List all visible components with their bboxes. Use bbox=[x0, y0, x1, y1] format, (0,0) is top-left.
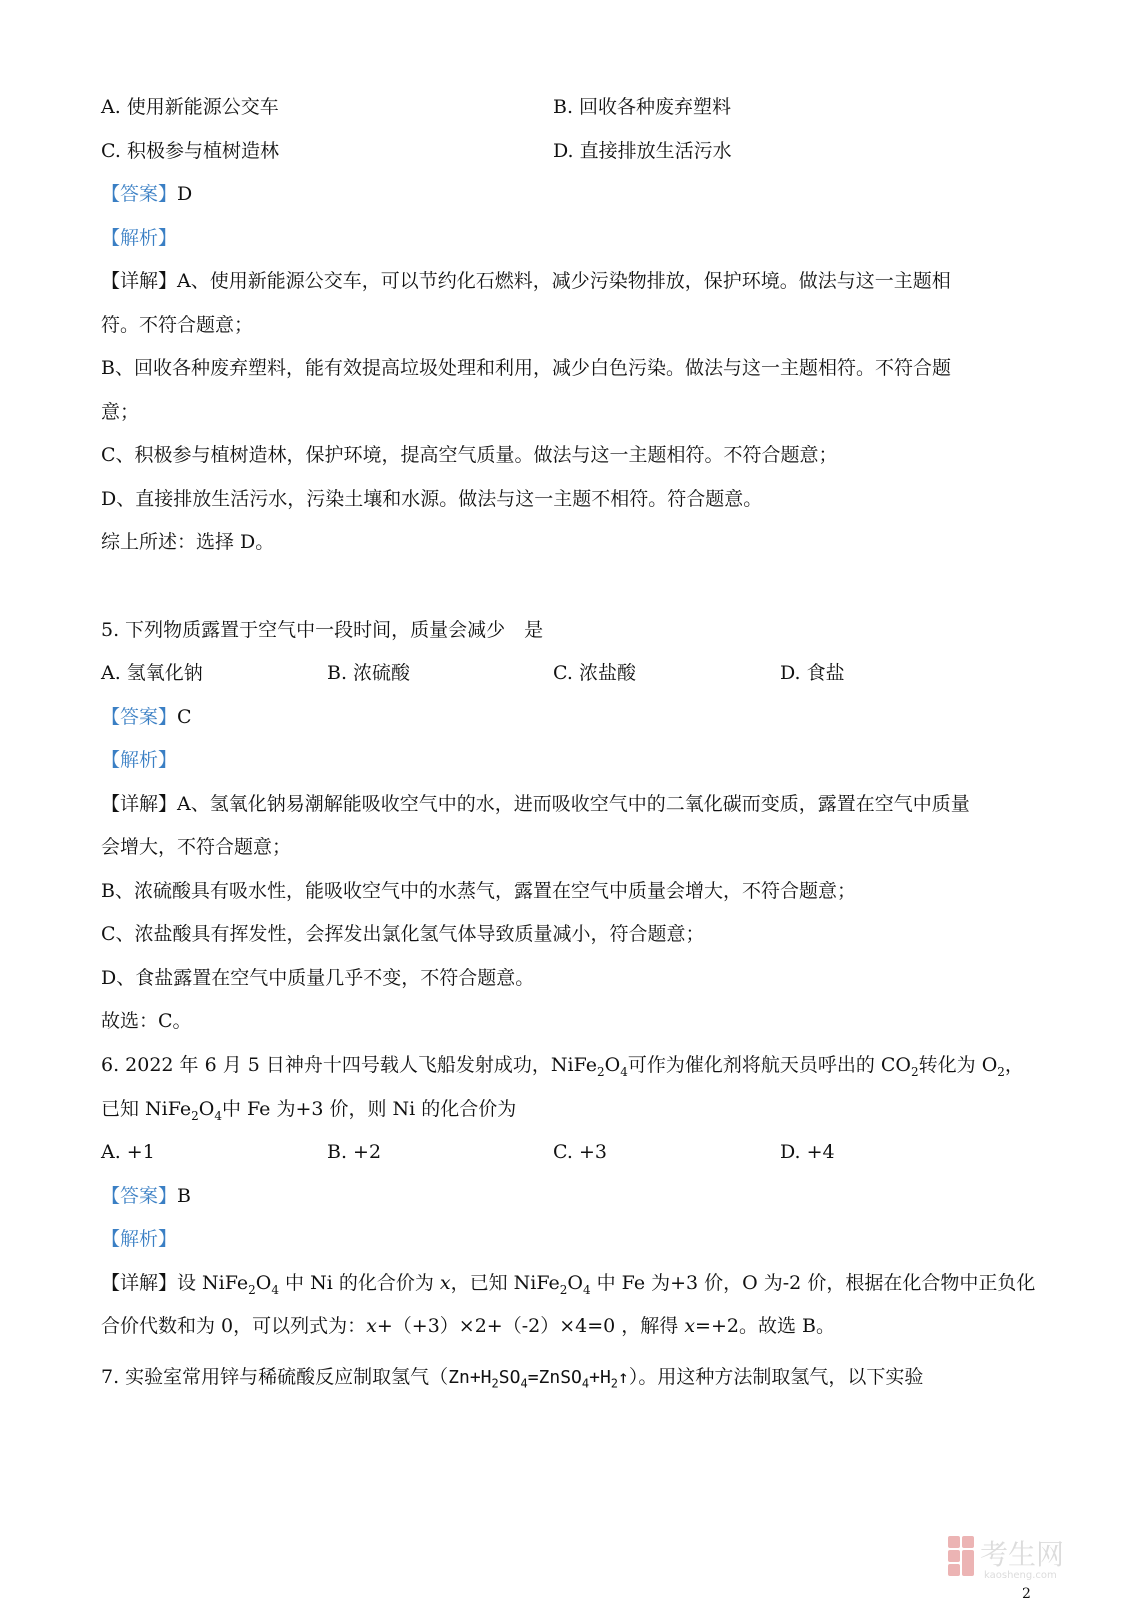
q5-option-c: C. 浓盐酸 bbox=[553, 662, 636, 684]
q4-detail-line: B、回收各种废弃塑料，能有效提高垃圾处理和利用，减少白色污染。做法与这一主题相符。不符合题 bbox=[101, 357, 951, 379]
q5-detail-line: 会增大，不符合题意； bbox=[101, 836, 292, 858]
q4-detail-line: 符。不符合题意； bbox=[101, 314, 254, 336]
q6-detail-line-1: 【详解】设 $NiFe_2O_4$ 中 Ni 的化合价为 x，已知 $NiFe_2O_4$ 中 Fe 为+3 价，O 为-2 价，根据在化合物中正负化 bbox=[101, 1272, 1036, 1297]
answer-value: B bbox=[177, 1185, 191, 1207]
q7-stem: 7. 实验室常用锌与稀硫酸反应制取氢气$(Zn+H_2SO_4=ZnSO_4+H_2↑)$。用这种方法制取氢气，以下实验 bbox=[101, 1366, 924, 1391]
watermark-text: 考生网 bbox=[980, 1538, 1065, 1571]
q5-detail-line: D、食盐露置在空气中质量几乎不变，不符合题意。 bbox=[101, 967, 535, 989]
q4-summary: 综上所述：选择 D。 bbox=[101, 531, 275, 553]
q5-answer bbox=[101, 704, 192, 730]
q5-detail-line: B、浓硫酸具有吸水性，能吸收空气中的水蒸气，露置在空气中质量会增大，不符合题意； bbox=[101, 880, 856, 902]
q4-option-c: C. 积极参与植树造林 bbox=[101, 140, 279, 162]
answer-value: C bbox=[177, 706, 192, 728]
q6-option-d: D. +4 bbox=[780, 1141, 835, 1163]
answer-tag: 【答案】 bbox=[101, 1185, 178, 1207]
q5-option-d: D. 食盐 bbox=[780, 662, 845, 684]
chemical-equation: $Zn+H_2SO_4=ZnSO_4+H_2↑$ bbox=[448, 1367, 629, 1391]
q6-option-c: C. +3 bbox=[553, 1141, 607, 1163]
q5-option-a: A. 氢氧化钠 bbox=[101, 662, 203, 684]
q4-detail-line: C、积极参与植树造林，保护环境，提高空气质量。做法与这一主题相符。不符合题意； bbox=[101, 444, 838, 466]
watermark-logo bbox=[946, 1532, 1096, 1582]
q6-stem-line-1: 6. 2022 年 6 月 5 日神舟十四号载人飞船发射成功，$NiFe_2O_4$可作为催化剂将航天员呼出的 $CO_2$转化为 $O_2$， bbox=[101, 1054, 1024, 1079]
q5-detail-line: C、浓盐酸具有挥发性，会挥发出氯化氢气体导致质量减小，符合题意； bbox=[101, 923, 705, 945]
q6-stem-line-2: 已知 $NiFe_2O_4$中 Fe 为+3 价，则 Ni 的化合价为 bbox=[101, 1098, 517, 1123]
watermark-url: kaosheng.com bbox=[984, 1570, 1057, 1581]
q5-option-b: B. 浓硫酸 bbox=[327, 662, 411, 684]
page-number: 2 bbox=[1022, 1586, 1031, 1602]
q5-analysis-tag: 【解析】 bbox=[101, 749, 178, 771]
answer-value: D bbox=[177, 183, 193, 205]
q5-stem: 5. 下列物质露置于空气中一段时间，质量会减少 是 bbox=[101, 619, 544, 641]
q6-answer bbox=[101, 1183, 191, 1209]
q6-detail-line-2: 合价代数和为 0，可以列式为：x+（+3）×2+（-2）×4=0 ，解得 x=+2。故选 B。 bbox=[101, 1315, 835, 1337]
q5-summary: 故选：C。 bbox=[101, 1010, 192, 1032]
q6-option-b: B. +2 bbox=[327, 1141, 382, 1163]
q6-option-a: A. +1 bbox=[101, 1141, 155, 1163]
q4-detail-line: D、直接排放生活污水，污染土壤和水源。做法与这一主题不相符。符合题意。 bbox=[101, 488, 763, 510]
q4-detail-line: 意； bbox=[101, 401, 140, 423]
q4-option-d: D. 直接排放生活污水 bbox=[553, 140, 732, 162]
answer-tag: 【答案】 bbox=[101, 706, 178, 728]
q4-detail-line: 【详解】A、使用新能源公交车，可以节约化石燃料，减少污染物排放，保护环境。做法与这一主题相 bbox=[101, 270, 951, 292]
answer-tag: 【答案】 bbox=[101, 183, 178, 205]
q6-analysis-tag: 【解析】 bbox=[101, 1228, 178, 1250]
q4-option-a: A. 使用新能源公交车 bbox=[101, 96, 279, 118]
watermark-logo-icon bbox=[946, 1532, 1096, 1582]
q5-detail-line: 【详解】A、氢氧化钠易潮解能吸收空气中的水，进而吸收空气中的二氧化碳而变质，露置在空气中质量 bbox=[101, 793, 970, 815]
q4-analysis-tag: 【解析】 bbox=[101, 227, 178, 249]
q4-answer bbox=[101, 181, 192, 207]
q4-option-b: B. 回收各种废弃塑料 bbox=[553, 96, 732, 118]
